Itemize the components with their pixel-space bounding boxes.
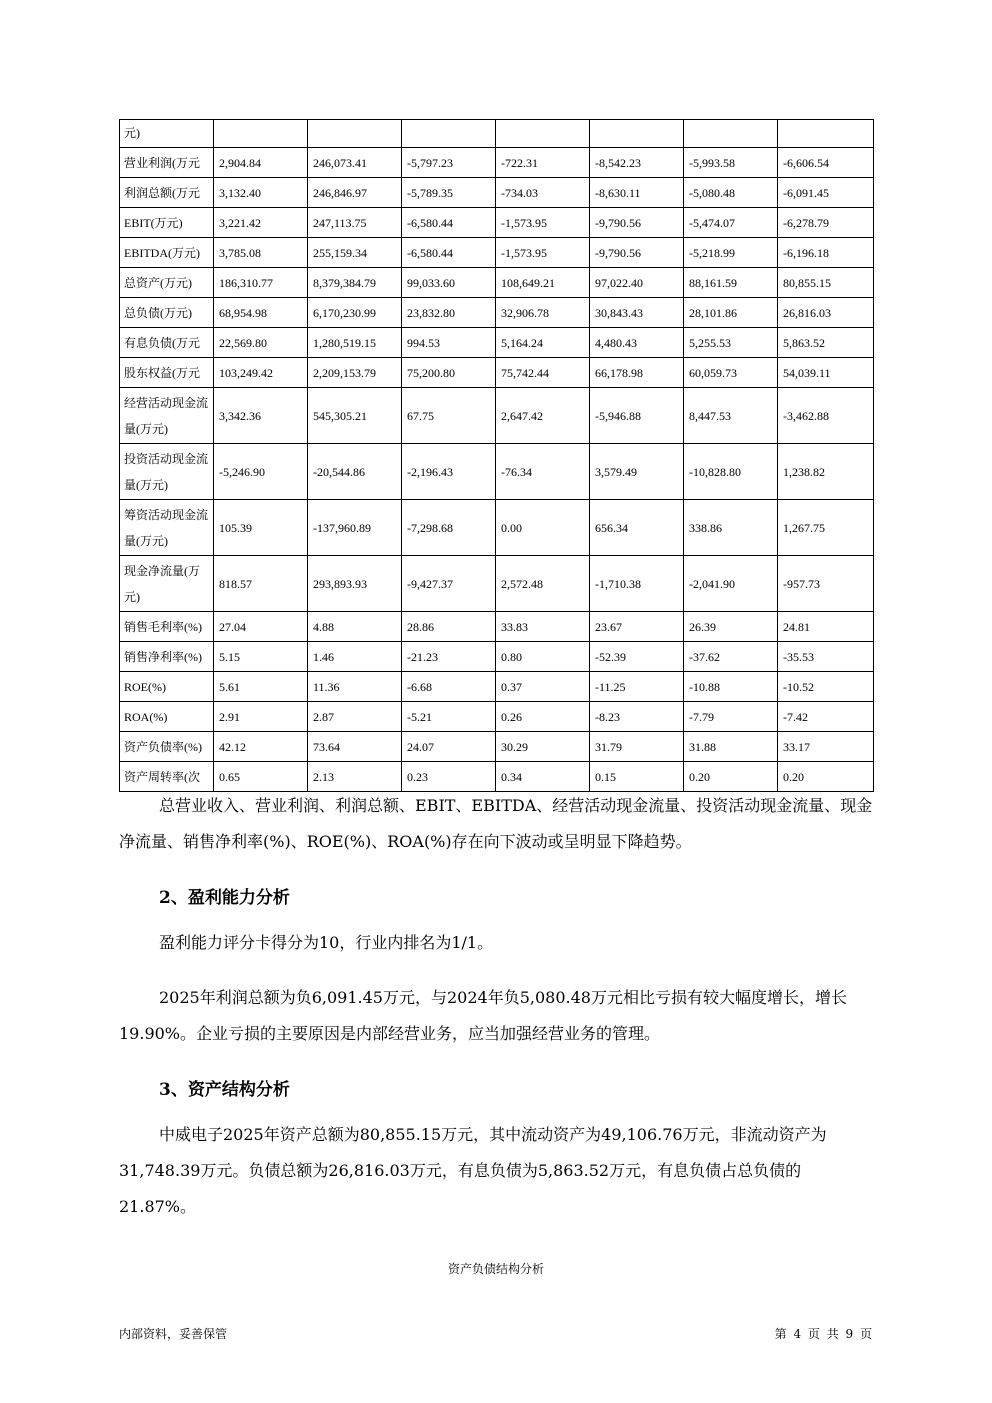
- table-cell: 31.79: [590, 732, 684, 762]
- table-cell: 67.75: [402, 388, 496, 444]
- table-cell: -10.52: [778, 672, 874, 702]
- table-cell: -5.21: [402, 702, 496, 732]
- table-row: [120, 358, 874, 388]
- table-cell: 0.65: [214, 762, 308, 792]
- table-cell: -10.88: [684, 672, 778, 702]
- table-cell: -137,960.89: [308, 500, 402, 556]
- footer-confidential: 内部资料，妥善保管: [119, 1327, 228, 1341]
- table-cell: 5,863.52: [778, 328, 874, 358]
- table-cell: 186,310.77: [214, 268, 308, 298]
- table-row: [120, 556, 874, 612]
- row-label: 营业利润(万元: [120, 148, 214, 178]
- table-cell: 11.36: [308, 672, 402, 702]
- row-label: 现金净流量(万元): [120, 556, 214, 612]
- table-cell: 5.15: [214, 642, 308, 672]
- table-cell: -6,278.79: [778, 208, 874, 238]
- table-cell: 4,480.43: [590, 328, 684, 358]
- table-cell: 8,379,384.79: [308, 268, 402, 298]
- profit-paragraph: 2025年利润总额为负6,091.45万元，与2024年负5,080.48万元相比亏损有较大幅度增长，增长19.90%。企业亏损的主要原因是内部经营业务，应当加强经营业务的管理。: [119, 988, 847, 1043]
- table-cell: -8.23: [590, 702, 684, 732]
- table-cell: 60,059.73: [684, 358, 778, 388]
- table-cell: 0.80: [496, 642, 590, 672]
- table-cell: -5,946.88: [590, 388, 684, 444]
- table-cell: [684, 120, 778, 148]
- table-row: [120, 298, 874, 328]
- table-cell: 32,906.78: [496, 298, 590, 328]
- table-cell: 255,159.34: [308, 238, 402, 268]
- table-cell: -76.34: [496, 444, 590, 500]
- table-cell: 8,447.53: [684, 388, 778, 444]
- table-cell: -6,091.45: [778, 178, 874, 208]
- table-cell: -6,606.54: [778, 148, 874, 178]
- table-cell: -9,790.56: [590, 208, 684, 238]
- table-cell: -3,462.88: [778, 388, 874, 444]
- table-cell: 80,855.15: [778, 268, 874, 298]
- row-label: ROA(%): [120, 702, 214, 732]
- section-heading-profitability: 2、盈利能力分析: [159, 888, 290, 908]
- table-cell: 66,178.98: [590, 358, 684, 388]
- table-cell: -7.42: [778, 702, 874, 732]
- trend-paragraph: 总营业收入、营业利润、利润总额、EBIT、EBITDA、经营活动现金流量、投资活动现金流量、现金净流量、销售净利率(%)、ROE(%)、ROA(%)存在向下波动或呈明显下降趋势。: [119, 796, 873, 851]
- table-row: [120, 328, 874, 358]
- table-cell: 2.13: [308, 762, 402, 792]
- table-cell: -5,993.58: [684, 148, 778, 178]
- table-cell: -6,580.44: [402, 238, 496, 268]
- table-cell: 0.34: [496, 762, 590, 792]
- row-label: EBIT(万元): [120, 208, 214, 238]
- row-label: 销售净利率(%): [120, 642, 214, 672]
- table-cell: 103,249.42: [214, 358, 308, 388]
- table-row: [120, 702, 874, 732]
- table-cell: 5,164.24: [496, 328, 590, 358]
- table-row: [120, 444, 874, 500]
- figure-caption: 资产负债结构分析: [447, 1262, 544, 1276]
- table-cell: -7.79: [684, 702, 778, 732]
- table-cell: 24.81: [778, 612, 874, 642]
- asset-paragraph: 中威电子2025年资产总额为80,855.15万元，其中流动资产为49,106.76万元，非流动资产为31,748.39万元。负债总额为26,816.03万元，有息负债为5,863.52万元，有息负债占总负债的21.87%。: [119, 1125, 827, 1216]
- table-cell: [590, 120, 684, 148]
- table-cell: 28,101.86: [684, 298, 778, 328]
- table-cell: 99,033.60: [402, 268, 496, 298]
- row-label: 资产周转率(次: [120, 762, 214, 792]
- table-row: [120, 642, 874, 672]
- table-cell: 30.29: [496, 732, 590, 762]
- table-cell: 1,238.82: [778, 444, 874, 500]
- table-cell: 88,161.59: [684, 268, 778, 298]
- table-cell: -52.39: [590, 642, 684, 672]
- table-row: [120, 732, 874, 762]
- table-cell: 97,022.40: [590, 268, 684, 298]
- table-cell: 0.00: [496, 500, 590, 556]
- table-cell: -1,710.38: [590, 556, 684, 612]
- table-cell: 6,170,230.99: [308, 298, 402, 328]
- table-cell: -10,828.80: [684, 444, 778, 500]
- table-cell: 2,572.48: [496, 556, 590, 612]
- table-cell: [778, 120, 874, 148]
- row-label: 筹资活动现金流量(万元): [120, 500, 214, 556]
- score-paragraph: 盈利能力评分卡得分为10，行业内排名为1/1。: [159, 933, 494, 952]
- table-cell: 338.86: [684, 500, 778, 556]
- table-cell: 27.04: [214, 612, 308, 642]
- table-cell: 22,569.80: [214, 328, 308, 358]
- table-cell: -5,474.07: [684, 208, 778, 238]
- table-cell: [402, 120, 496, 148]
- table-cell: 105.39: [214, 500, 308, 556]
- row-label: 有息负债(万元: [120, 328, 214, 358]
- table-row: [120, 672, 874, 702]
- table-row: [120, 148, 874, 178]
- table-row: [120, 762, 874, 792]
- row-label: 利润总额(万元: [120, 178, 214, 208]
- table-cell: 3,785.08: [214, 238, 308, 268]
- table-cell: 3,221.42: [214, 208, 308, 238]
- row-label: EBITDA(万元): [120, 238, 214, 268]
- table-cell: 247,113.75: [308, 208, 402, 238]
- table-cell: -20,544.86: [308, 444, 402, 500]
- table-cell: 994.53: [402, 328, 496, 358]
- table-row: [120, 500, 874, 556]
- table-cell: 246,846.97: [308, 178, 402, 208]
- table-cell: -5,080.48: [684, 178, 778, 208]
- table-cell: [214, 120, 308, 148]
- table-cell: 33.83: [496, 612, 590, 642]
- table-cell: 0.26: [496, 702, 590, 732]
- table-cell: 1,267.75: [778, 500, 874, 556]
- table-cell: 0.15: [590, 762, 684, 792]
- table-cell: 3,579.49: [590, 444, 684, 500]
- row-label: 总资产(万元): [120, 268, 214, 298]
- financial-table: [119, 119, 874, 792]
- section-heading-asset-structure: 3、资产结构分析: [159, 1080, 290, 1100]
- table-cell: 108,649.21: [496, 268, 590, 298]
- table-cell: 0.20: [778, 762, 874, 792]
- row-label: 资产负债率(%): [120, 732, 214, 762]
- table-cell: 2.91: [214, 702, 308, 732]
- table-cell: 3,132.40: [214, 178, 308, 208]
- table-cell: -722.31: [496, 148, 590, 178]
- table-cell: 75,200.80: [402, 358, 496, 388]
- table-cell: 23.67: [590, 612, 684, 642]
- row-label: 投资活动现金流量(万元): [120, 444, 214, 500]
- table-cell: 26.39: [684, 612, 778, 642]
- table-cell: 24.07: [402, 732, 496, 762]
- table-cell: 28.86: [402, 612, 496, 642]
- table-cell: 0.23: [402, 762, 496, 792]
- table-cell: 818.57: [214, 556, 308, 612]
- table-cell: -734.03: [496, 178, 590, 208]
- table-row: [120, 612, 874, 642]
- table-cell: 73.64: [308, 732, 402, 762]
- table-cell: 1.46: [308, 642, 402, 672]
- table-cell: 68,954.98: [214, 298, 308, 328]
- table-row: [120, 208, 874, 238]
- table-cell: 4.88: [308, 612, 402, 642]
- table-cell: -5,797.23: [402, 148, 496, 178]
- table-cell: -9,427.37: [402, 556, 496, 612]
- table-row: [120, 388, 874, 444]
- table-cell: -8,542.23: [590, 148, 684, 178]
- table-cell: 1,280,519.15: [308, 328, 402, 358]
- table-cell: -1,573.95: [496, 238, 590, 268]
- table-cell: [308, 120, 402, 148]
- table-row: [120, 178, 874, 208]
- table-cell: 0.37: [496, 672, 590, 702]
- table-cell: 2,209,153.79: [308, 358, 402, 388]
- table-cell: 3,342.36: [214, 388, 308, 444]
- table-cell: -35.53: [778, 642, 874, 672]
- table-cell: -6,196.18: [778, 238, 874, 268]
- table-cell: [496, 120, 590, 148]
- table-cell: -2,196.43: [402, 444, 496, 500]
- table-cell: 54,039.11: [778, 358, 874, 388]
- row-label: 销售毛利率(%): [120, 612, 214, 642]
- table-cell: -8,630.11: [590, 178, 684, 208]
- table-cell: -5,789.35: [402, 178, 496, 208]
- table-cell: 30,843.43: [590, 298, 684, 328]
- table-cell: 0.20: [684, 762, 778, 792]
- table-cell: -9,790.56: [590, 238, 684, 268]
- table-cell: -5,218.99: [684, 238, 778, 268]
- table-cell: 5,255.53: [684, 328, 778, 358]
- table-cell: -11.25: [590, 672, 684, 702]
- table-cell: 656.34: [590, 500, 684, 556]
- table-cell: 545,305.21: [308, 388, 402, 444]
- table-cell: 5.61: [214, 672, 308, 702]
- table-cell: 2.87: [308, 702, 402, 732]
- table-cell: 26,816.03: [778, 298, 874, 328]
- table-cell: 33.17: [778, 732, 874, 762]
- table-cell: -37.62: [684, 642, 778, 672]
- table-row: [120, 120, 874, 148]
- table-cell: -7,298.68: [402, 500, 496, 556]
- table-cell: 23,832.80: [402, 298, 496, 328]
- table-cell: -1,573.95: [496, 208, 590, 238]
- table-cell: 2,647.42: [496, 388, 590, 444]
- table-cell: -2,041.90: [684, 556, 778, 612]
- row-label: 股东权益(万元: [120, 358, 214, 388]
- table-cell: 31.88: [684, 732, 778, 762]
- row-label: 总负债(万元): [120, 298, 214, 328]
- table-cell: -21.23: [402, 642, 496, 672]
- row-label: 元): [120, 120, 214, 148]
- table-cell: -957.73: [778, 556, 874, 612]
- row-label: 经营活动现金流量(万元): [120, 388, 214, 444]
- table-cell: 293,893.93: [308, 556, 402, 612]
- table-cell: -5,246.90: [214, 444, 308, 500]
- table-row: [120, 268, 874, 298]
- table-cell: -6,580.44: [402, 208, 496, 238]
- table-row: [120, 238, 874, 268]
- table-cell: 246,073.41: [308, 148, 402, 178]
- footer-page-number: 第 4 页 共 9 页: [774, 1327, 872, 1341]
- table-cell: -6.68: [402, 672, 496, 702]
- table-cell: 42.12: [214, 732, 308, 762]
- table-cell: 75,742.44: [496, 358, 590, 388]
- table-cell: 2,904.84: [214, 148, 308, 178]
- row-label: ROE(%): [120, 672, 214, 702]
